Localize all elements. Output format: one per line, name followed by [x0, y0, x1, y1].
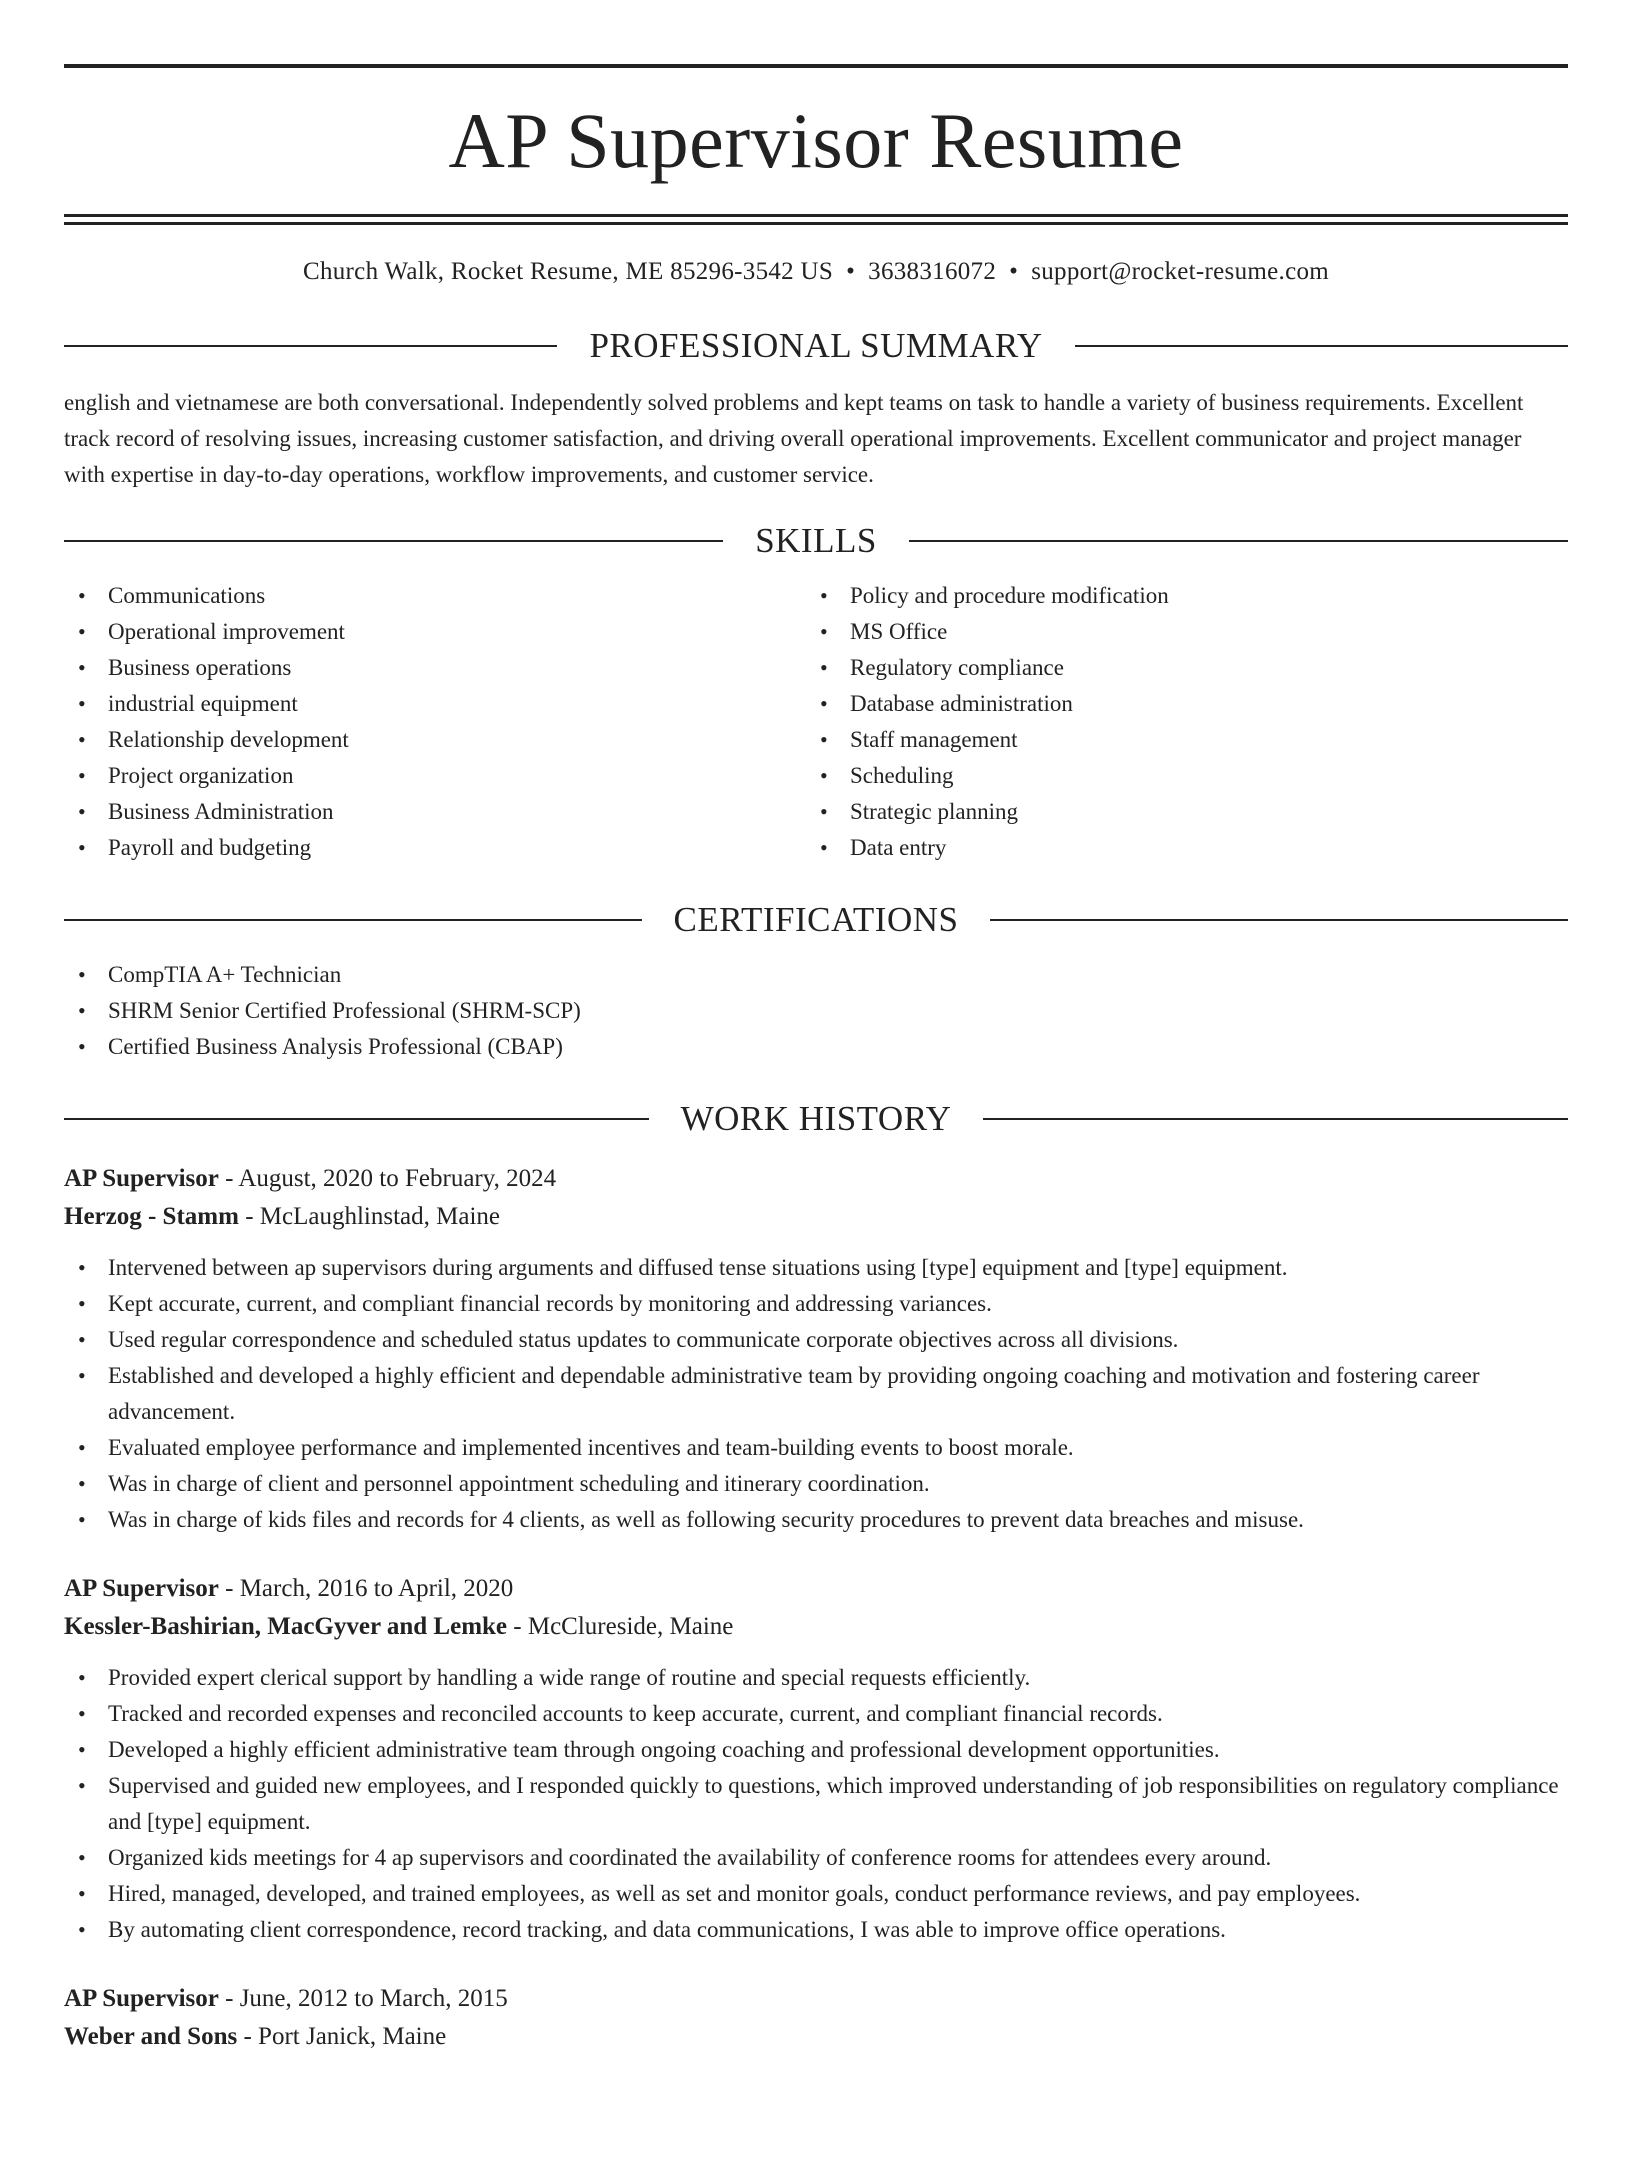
skills-heading — [64, 523, 1568, 558]
skill-item: • industrial equipment — [64, 686, 806, 722]
contact-email: support@rocket-resume.com — [1031, 258, 1330, 285]
job-dates: - June, 2012 to March, 2015 — [218, 1985, 508, 2012]
skill-item: • Project organization — [64, 758, 806, 794]
certifications-list — [64, 957, 1568, 1065]
skills-columns — [64, 578, 1568, 866]
job-bullet: • Provided expert clerical support by handling a wide range of routine and special requests efficiently. — [64, 1660, 1568, 1696]
contact-line — [64, 259, 1568, 284]
summary-heading-text: PROFESSIONAL SUMMARY — [589, 326, 1043, 365]
certification-item: • CompTIA A+ Technician — [64, 957, 1568, 993]
job-location: - Port Janick, Maine — [237, 2023, 447, 2050]
contact-separator: • — [846, 258, 856, 285]
skills-list-right — [806, 578, 1568, 866]
job-bullet: • Used regular correspondence and scheduled status updates to communicate corporate objectives across all divisions. — [64, 1322, 1568, 1358]
job-bullet: • Hired, managed, developed, and trained employees, as well as set and monitor goals, conduct performance reviews, and pay employees. — [64, 1876, 1568, 1912]
job-entry — [64, 1980, 1568, 2056]
summary-text: english and vietnamese are both conversational. Independently solved problems and kept teams on task to handle a variety of business requirements. Excellent track record of resolving issues, increasing customer satisfaction, and driving overall operational improvements. Excellent communicator and project manager with expertise in day-to-day operations, workflow improvements, and customer service. — [64, 390, 1524, 487]
job-bullet: • Kept accurate, current, and compliant financial records by monitoring and addressing variances. — [64, 1286, 1568, 1322]
skill-item: • Relationship development — [64, 722, 806, 758]
summary-heading — [64, 328, 1568, 363]
job-company-line — [64, 1608, 1568, 1646]
heading-rule-right — [983, 1118, 1568, 1120]
skill-item: • Payroll and budgeting — [64, 830, 806, 866]
job-company-line — [64, 1198, 1568, 1236]
skill-item: • Database administration — [806, 686, 1568, 722]
job-dates: - August, 2020 to February, 2024 — [218, 1165, 557, 1192]
job-bullet: • Was in charge of kids files and records for 4 clients, as well as following security procedures to prevent data breaches and misuse. — [64, 1502, 1568, 1538]
certifications-heading — [64, 902, 1568, 937]
skill-item: • Staff management — [806, 722, 1568, 758]
skill-item: • Business Administration — [64, 794, 806, 830]
skill-item: • Regulatory compliance — [806, 650, 1568, 686]
job-company: Weber and Sons — [64, 2023, 238, 2050]
certification-item: • SHRM Senior Certified Professional (SHRM-SCP) — [64, 993, 1568, 1029]
heading-rule-right — [990, 919, 1568, 921]
job-title: AP Supervisor — [64, 1985, 219, 2012]
job-title-line — [64, 1980, 1568, 2018]
heading-rule-right — [909, 540, 1568, 542]
job-title: AP Supervisor — [64, 1165, 219, 1192]
job-title-line — [64, 1570, 1568, 1608]
job-entry — [64, 1160, 1568, 1538]
job-bullet: • Organized kids meetings for 4 ap supervisors and coordinated the availability of conference rooms for attendees every around. — [64, 1840, 1568, 1876]
job-company-line — [64, 2018, 1568, 2056]
certification-item: • Certified Business Analysis Professional (CBAP) — [64, 1029, 1568, 1065]
skill-item: • MS Office — [806, 614, 1568, 650]
resume-page — [0, 64, 1632, 2176]
work-history-heading — [64, 1101, 1568, 1136]
job-bullet: • Evaluated employee performance and implemented incentives and team-building events to boost morale. — [64, 1430, 1568, 1466]
job-entry — [64, 1570, 1568, 1948]
skills-list-left — [64, 578, 806, 866]
job-bullet: • Was in charge of client and personnel appointment scheduling and itinerary coordination. — [64, 1466, 1568, 1502]
job-bullet: • Supervised and guided new employees, and I responded quickly to questions, which improved understanding of job responsibilities on regulatory compliance and [type] equipment. — [64, 1768, 1568, 1840]
job-bullet: • Developed a highly efficient administrative team through ongoing coaching and professional development opportunities. — [64, 1732, 1568, 1768]
job-dates: - March, 2016 to April, 2020 — [218, 1575, 514, 1602]
skill-item: • Business operations — [64, 650, 806, 686]
contact-phone: 3638316072 — [868, 258, 997, 285]
skill-item: • Operational improvement — [64, 614, 806, 650]
job-title-line — [64, 1160, 1568, 1198]
skills-heading-text: SKILLS — [755, 521, 877, 560]
job-bullet-list — [64, 1250, 1568, 1538]
job-company: Herzog - Stamm — [64, 1203, 239, 1230]
contact-address: Church Walk, Rocket Resume, ME 85296-3542 US — [302, 258, 834, 285]
contact-separator: • — [1009, 258, 1019, 285]
job-location: - McClureside, Maine — [507, 1613, 734, 1640]
skill-item: • Data entry — [806, 830, 1568, 866]
skill-item: • Communications — [64, 578, 806, 614]
job-bullet: • By automating client correspondence, record tracking, and data communications, I was able to improve office operations. — [64, 1912, 1568, 1948]
job-title: AP Supervisor — [64, 1575, 219, 1602]
job-location: - McLaughlinstad, Maine — [238, 1203, 501, 1230]
skill-item: • Strategic planning — [806, 794, 1568, 830]
job-bullet: • Tracked and recorded expenses and reconciled accounts to keep accurate, current, and compliant financial records. — [64, 1696, 1568, 1732]
job-bullet-list — [64, 1660, 1568, 1948]
resume-title: AP Supervisor Resume — [448, 97, 1184, 184]
job-bullet: • Established and developed a highly efficient and dependable administrative team by providing ongoing coaching and motivation and fostering career advancement. — [64, 1358, 1568, 1430]
job-bullet: • Intervened between ap supervisors during arguments and diffused tense situations using [type] equipment and [type] equipment. — [64, 1250, 1568, 1286]
job-company: Kessler-Bashirian, MacGyver and Lemke — [64, 1613, 508, 1640]
heading-rule-left — [64, 345, 557, 347]
work-history-heading-text: WORK HISTORY — [680, 1099, 952, 1138]
title-double-divider — [64, 214, 1568, 225]
heading-rule-left — [64, 919, 642, 921]
top-divider — [64, 64, 1568, 68]
certifications-heading-text: CERTIFICATIONS — [673, 900, 959, 939]
skill-item: • Scheduling — [806, 758, 1568, 794]
heading-rule-left — [64, 1118, 649, 1120]
heading-rule-left — [64, 540, 723, 542]
skill-item: • Policy and procedure modification — [806, 578, 1568, 614]
heading-rule-right — [1075, 345, 1568, 347]
